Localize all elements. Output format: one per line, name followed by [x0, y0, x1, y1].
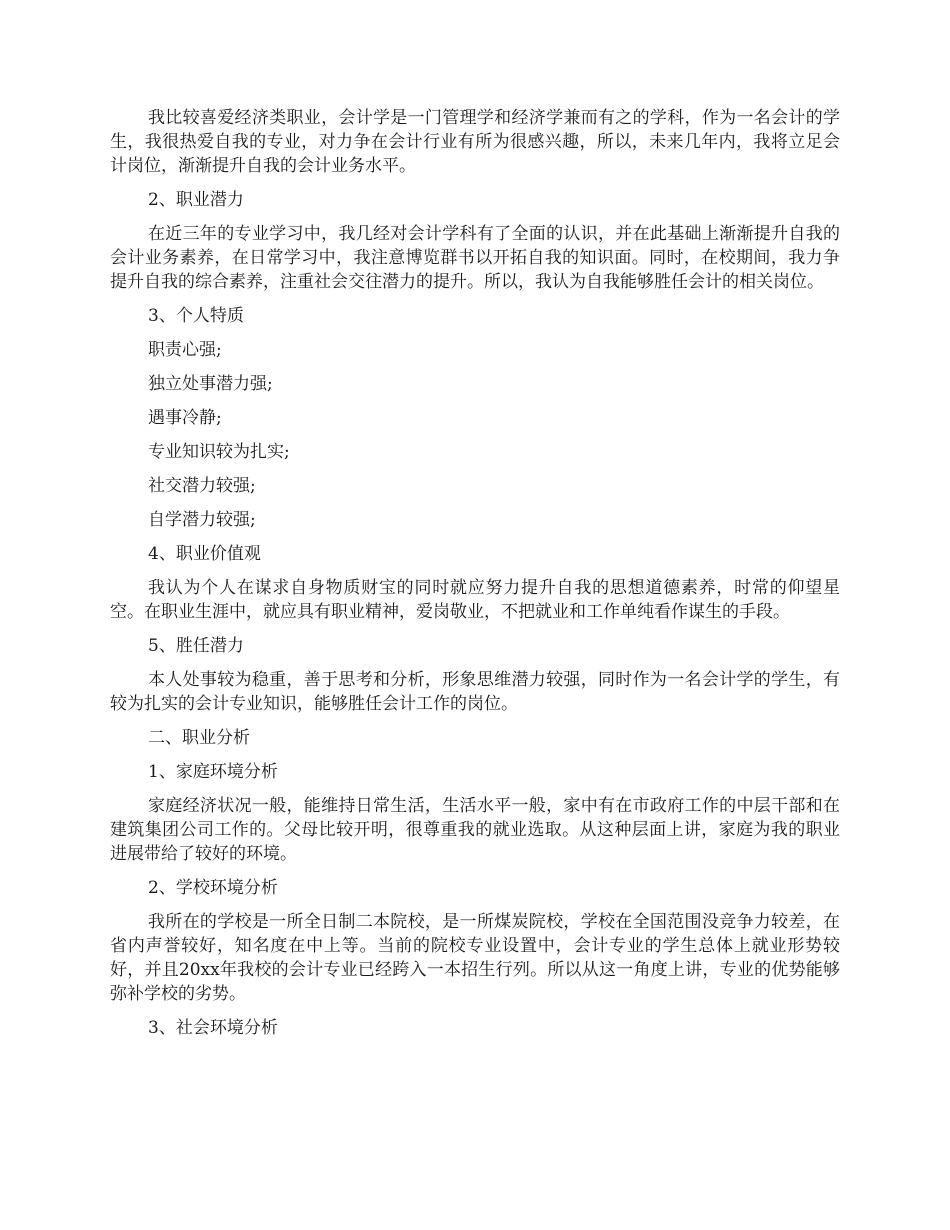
document-page	[110, 106, 840, 1050]
paragraph-school-environment: 我所在的学校是一所全日制二本院校，是一所煤炭院校，学校在全国范围没竞争力较差，在省内声誉较好，知名度在中上等。当前的院校专业设置中，会计专业的学生总体上就业形势较好，并且20xx年我校的会计专业已经跨入一本招生行列。所以从这一角度上讲，专业的优势能够弥补学校的劣势。	[110, 912, 840, 1004]
trait-item: 专业知识较为扎实;	[148, 442, 290, 462]
paragraph-career-potential: 在近三年的专业学习中，我几经对会计学科有了全面的认识，并在此基础上渐渐提升自我的会计业务素养，在日常学习中，我注意博览群书以开拓自我的知识面。同时，在校期间，我力争提升自我的综合素养，注重社会交往潜力的提升。所以，我认为自我能够胜任会计的相关岗位。	[110, 224, 840, 292]
heading-social-environment: 3、社会环境分析	[148, 1018, 278, 1038]
paragraph-competence: 本人处事较为稳重，善于思考和分析，形象思维潜力较强，同时作为一名会计学的学生，有较为扎实的会计专业知识，能够胜任会计工作的岗位。	[110, 670, 840, 714]
section-heading-career-analysis: 二、职业分析	[148, 728, 250, 748]
paragraph-career-interest: 我比较喜爱经济类职业，会计学是一门管理学和经济学兼而有之的学科，作为一名会计的学生，我很热爱自我的专业，对力争在会计行业有所为很感兴趣，所以，未来几年内，我将立足会计岗位，渐渐提升自我的会计业务水平。	[110, 108, 840, 176]
heading-personal-traits: 3、个人特质	[148, 306, 244, 326]
heading-family-environment: 1、家庭环境分析	[148, 762, 278, 782]
heading-career-values: 4、职业价值观	[148, 544, 261, 564]
trait-item: 职责心强;	[148, 340, 222, 360]
paragraph-career-values: 我认为个人在谋求自身物质财宝的同时就应努力提升自我的思想道德素养，时常的仰望星空。在职业生涯中，就应具有职业精神，爱岗敬业，不把就业和工作单纯看作谋生的手段。	[110, 578, 840, 622]
trait-item: 自学潜力较强;	[148, 510, 256, 530]
paragraph-family-environment: 家庭经济状况一般，能维持日常生活，生活水平一般，家中有在市政府工作的中层干部和在建筑集团公司工作的。父母比较开明，很尊重我的就业选取。从这种层面上讲，家庭为我的职业进展带给了较好的环境。	[110, 796, 840, 864]
heading-career-potential: 2、职业潜力	[148, 190, 244, 210]
heading-school-environment: 2、学校环境分析	[148, 878, 278, 898]
trait-item: 独立处事潜力强;	[148, 374, 273, 394]
heading-competence: 5、胜任潜力	[148, 636, 244, 656]
trait-item: 遇事冷静;	[148, 408, 222, 428]
trait-item: 社交潜力较强;	[148, 476, 256, 496]
